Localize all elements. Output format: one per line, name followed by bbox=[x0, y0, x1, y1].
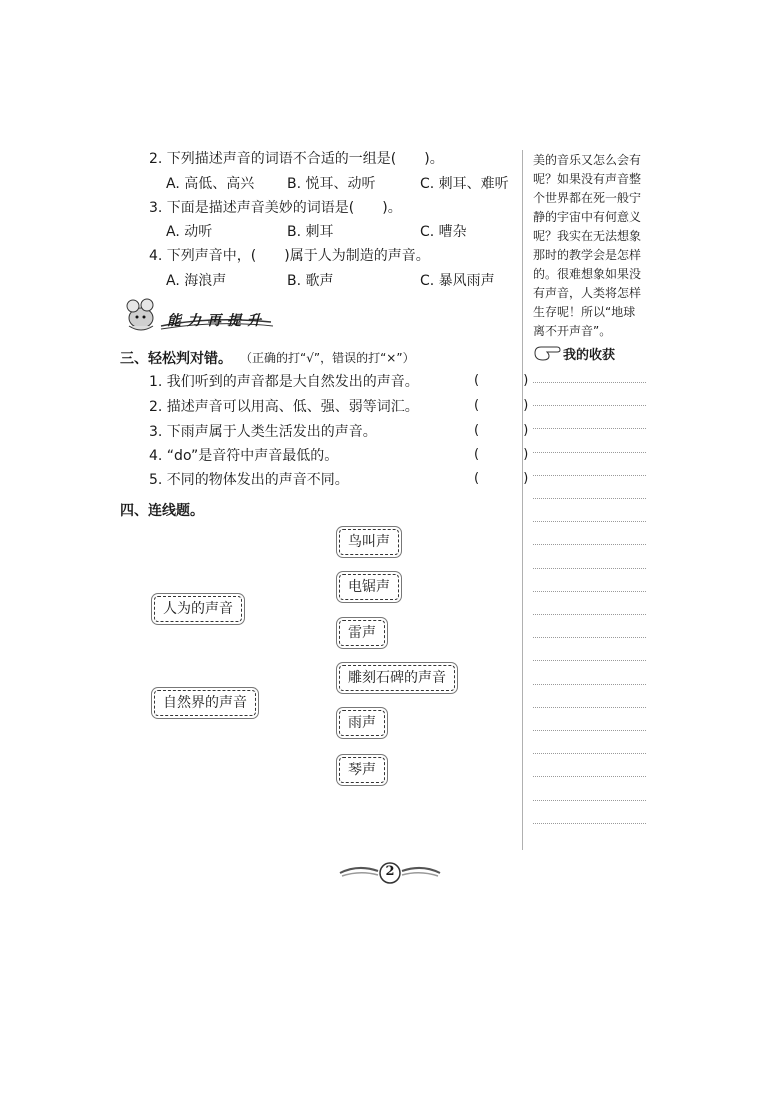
pointing-hand-icon bbox=[533, 344, 561, 362]
reading-line: 那时的教学会是怎样 bbox=[533, 248, 642, 262]
question-3: 3. 下面是描述声音美妙的词语是( )。 bbox=[149, 200, 402, 216]
question-2: 2. 下列描述声音的词语不合适的一组是( )。 bbox=[149, 151, 444, 167]
note-line bbox=[533, 660, 646, 661]
q3-option-c: C. 嘈杂 bbox=[420, 224, 467, 240]
reading-line: 离不开声音”。 bbox=[533, 324, 612, 338]
note-line bbox=[533, 776, 646, 777]
reading-line: 美的音乐又怎么会有 bbox=[533, 153, 642, 167]
q2-option-b: B. 悦耳、动听 bbox=[287, 176, 376, 192]
note-line bbox=[533, 428, 646, 429]
tf-item-4: 4. “do”是音符中声音最低的。 bbox=[149, 448, 339, 464]
match-right-chainsaw[interactable]: 电锯声 bbox=[339, 574, 399, 600]
reading-line: 的。很难想象如果没 bbox=[533, 267, 642, 281]
tf-answer-3[interactable]: ( ) bbox=[474, 423, 549, 438]
section-3-heading: 三、轻松判对错。 bbox=[120, 351, 232, 367]
tf-item-3: 3. 下雨声属于人类生活发出的声音。 bbox=[149, 424, 377, 440]
q3-option-a: A. 动听 bbox=[166, 224, 213, 240]
match-left-nature-sound[interactable]: 自然界的声音 bbox=[154, 690, 256, 716]
note-line bbox=[533, 544, 646, 545]
note-line bbox=[533, 382, 646, 383]
q4-option-b: B. 歌声 bbox=[287, 273, 334, 289]
reading-line: 生存呢！所以“地球 bbox=[533, 305, 636, 319]
section-3-instruction: （正确的打“√”，错误的打“×”） bbox=[240, 351, 415, 365]
note-line bbox=[533, 614, 646, 615]
q3-option-b: B. 刺耳 bbox=[287, 224, 334, 240]
note-line bbox=[533, 568, 646, 569]
note-line bbox=[533, 707, 646, 708]
match-right-thunder[interactable]: 雷声 bbox=[339, 620, 385, 646]
tf-answer-1[interactable]: ( ) bbox=[474, 373, 549, 388]
note-line bbox=[533, 684, 646, 685]
tf-answer-5[interactable]: ( ) bbox=[474, 471, 549, 486]
harvest-title: 我的收获 bbox=[563, 348, 616, 363]
q2-option-c: C. 刺耳、难听 bbox=[420, 176, 509, 192]
reading-line: 有声音，人类将怎样 bbox=[533, 286, 642, 300]
banner-title: 能力再提升 bbox=[167, 313, 267, 329]
match-left-human-sound[interactable]: 人为的声音 bbox=[154, 596, 242, 622]
note-line bbox=[533, 521, 646, 522]
sidebar-reading bbox=[533, 151, 653, 341]
sidebar-divider bbox=[522, 150, 523, 850]
note-line bbox=[533, 730, 646, 731]
reading-line: 个世界都在死一般宁 bbox=[533, 191, 642, 205]
match-right-bird[interactable]: 鸟叫声 bbox=[339, 529, 399, 555]
note-line bbox=[533, 452, 646, 453]
tf-item-1: 1. 我们听到的声音都是大自然发出的声音。 bbox=[149, 374, 419, 390]
harvest-header bbox=[533, 342, 653, 364]
note-line bbox=[533, 498, 646, 499]
note-line bbox=[533, 753, 646, 754]
note-line bbox=[533, 800, 646, 801]
note-line bbox=[533, 405, 646, 406]
question-4: 4. 下列声音中，( )属于人为制造的声音。 bbox=[149, 248, 430, 264]
tf-answer-4[interactable]: ( ) bbox=[474, 447, 549, 462]
tf-item-5: 5. 不同的物体发出的声音不同。 bbox=[149, 472, 349, 488]
reading-line: 呢？如果没有声音整 bbox=[533, 172, 642, 186]
page-number: 2 bbox=[385, 864, 395, 879]
note-line bbox=[533, 637, 646, 638]
reading-line: 呢？我实在无法想象 bbox=[533, 229, 642, 243]
match-right-rain[interactable]: 雨声 bbox=[339, 710, 385, 736]
note-line bbox=[533, 475, 646, 476]
q4-option-a: A. 海浪声 bbox=[166, 273, 227, 289]
page-footer bbox=[338, 858, 442, 888]
match-right-piano[interactable]: 琴声 bbox=[339, 757, 385, 783]
reading-line: 静的宇宙中有何意义 bbox=[533, 210, 642, 224]
q2-option-a: A. 高低、高兴 bbox=[166, 176, 255, 192]
section-4-heading: 四、连线题。 bbox=[120, 503, 204, 519]
match-right-stone-carving[interactable]: 雕刻石碑的声音 bbox=[339, 665, 455, 691]
q4-option-c: C. 暴风雨声 bbox=[420, 273, 495, 289]
note-line bbox=[533, 823, 646, 824]
tf-item-2: 2. 描述声音可以用高、低、强、弱等词汇。 bbox=[149, 399, 419, 415]
tf-answer-2[interactable]: ( ) bbox=[474, 398, 549, 413]
note-line bbox=[533, 591, 646, 592]
